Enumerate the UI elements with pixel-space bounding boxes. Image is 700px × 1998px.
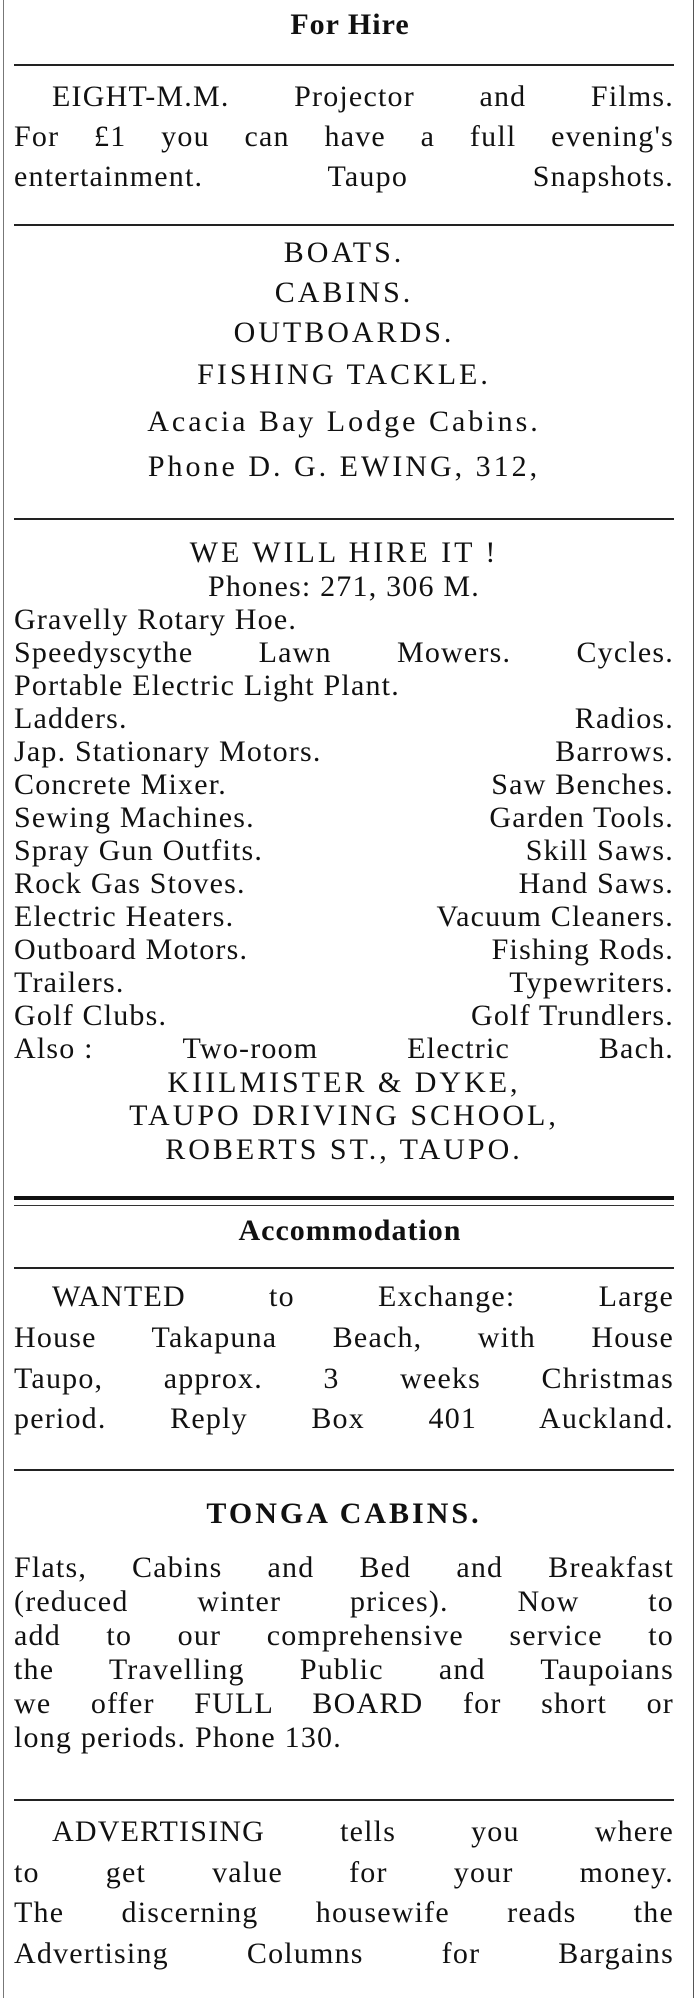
item-right: Fishing Rods. <box>491 933 674 966</box>
ad-line: long periods. Phone 130. <box>14 1721 342 1754</box>
item-right: Vacuum Cleaners. <box>436 900 674 933</box>
ad-footer: TAUPO DRIVING SCHOOL, <box>129 1099 559 1132</box>
ad-footer: ROBERTS ST., TAUPO. <box>165 1133 523 1166</box>
item-left: Trailers. <box>14 966 125 999</box>
column-right-border <box>693 0 694 1998</box>
ad-line: FISHING TACKLE. <box>197 358 491 391</box>
ad-phones: Phones: 271, 306 M. <box>208 570 480 603</box>
column-left-border <box>3 0 4 1998</box>
ad-line: Flats, Cabins and Bed and Breakfast <box>14 1551 674 1584</box>
item-pair <box>14 933 674 967</box>
ad-line: WANTED to Exchange: Large <box>52 1280 674 1313</box>
item-right: Skill Saws. <box>525 834 674 867</box>
item-pair <box>14 768 674 802</box>
section-divider <box>14 1205 674 1206</box>
item-pair <box>14 867 674 901</box>
ad-line: the Travelling Public and Taupoians <box>14 1653 674 1686</box>
item-left: Golf Clubs. <box>14 999 168 1032</box>
ad-line: entertainment. Taupo Snapshots. <box>14 160 674 193</box>
section-heading-accommodation: Accommodation <box>238 1214 462 1247</box>
item-pair <box>14 834 674 868</box>
ad-line: period. Reply Box 401 Auckland. <box>14 1402 674 1435</box>
ad-line: EIGHT-M.M. Projector and Films. <box>52 80 674 113</box>
item-pair <box>14 735 674 769</box>
item-left: Rock Gas Stoves. <box>14 867 246 900</box>
ad-line: to get value for your money. <box>14 1856 674 1889</box>
item-left: Jap. Stationary Motors. <box>14 735 322 768</box>
ad-line: CABINS. <box>274 276 414 309</box>
ad-line: add to our comprehensive service to <box>14 1619 674 1652</box>
also-line <box>14 1032 674 1066</box>
divider <box>14 1267 674 1269</box>
ad-footer: KIILMISTER & DYKE, <box>167 1066 521 1099</box>
divider <box>14 224 674 226</box>
divider <box>14 518 674 520</box>
ad-line: Portable Electric Light Plant. <box>14 669 400 702</box>
item-right: Barrows. <box>555 735 674 768</box>
item-left: Electric Heaters. <box>14 900 235 933</box>
item-left: Spray Gun Outfits. <box>14 834 264 867</box>
ad-line: Acacia Bay Lodge Cabins. <box>147 405 541 438</box>
item-pair <box>14 999 674 1033</box>
item-right: Garden Tools. <box>489 801 674 834</box>
also-word: Electric <box>407 1032 511 1065</box>
ad-line: (reduced winter prices). Now to <box>14 1585 674 1618</box>
ad-line: Gravelly Rotary Hoe. <box>14 603 298 636</box>
ad-line: BOATS. <box>283 236 405 269</box>
item-right: Radios. <box>574 702 674 735</box>
item-left: Ladders. <box>14 702 128 735</box>
also-word: Two-room <box>182 1032 319 1065</box>
ad-line: Phone D. G. EWING, 312, <box>147 450 541 483</box>
item-right: Saw Benches. <box>491 768 674 801</box>
ad-line: Advertising Columns for Bargains <box>14 1937 674 1970</box>
ad-line: Taupo, approx. 3 weeks Christmas <box>14 1362 674 1395</box>
ad-line: Speedyscythe Lawn Mowers. Cycles. <box>14 636 674 669</box>
ad-title: WE WILL HIRE IT ! <box>189 536 499 569</box>
item-right: Typewriters. <box>509 966 674 999</box>
divider <box>14 64 674 66</box>
divider <box>14 1799 674 1801</box>
also-word: Bach. <box>598 1032 674 1065</box>
section-heading-for-hire: For Hire <box>290 8 410 41</box>
item-right: Hand Saws. <box>518 867 674 900</box>
ad-title: TONGA CABINS. <box>206 1497 482 1530</box>
ad-line: For £1 you can have a full evening's <box>14 120 674 153</box>
item-right: Golf Trundlers. <box>470 999 674 1032</box>
item-left: Outboard Motors. <box>14 933 249 966</box>
item-pair <box>14 900 674 934</box>
item-pair <box>14 801 674 835</box>
item-left: Concrete Mixer. <box>14 768 227 801</box>
also-word: Also : <box>14 1032 94 1065</box>
item-pair <box>14 702 674 736</box>
ad-line: The discerning housewife reads the <box>14 1896 674 1929</box>
ad-line: we offer FULL BOARD for short or <box>14 1687 674 1720</box>
ad-line: House Takapuna Beach, with House <box>14 1321 674 1354</box>
item-left: Sewing Machines. <box>14 801 255 834</box>
divider <box>14 1469 674 1471</box>
item-pair <box>14 966 674 1000</box>
section-divider <box>14 1196 674 1200</box>
ad-line: OUTBOARDS. <box>233 316 455 349</box>
ad-line: ADVERTISING tells you where <box>52 1815 674 1848</box>
